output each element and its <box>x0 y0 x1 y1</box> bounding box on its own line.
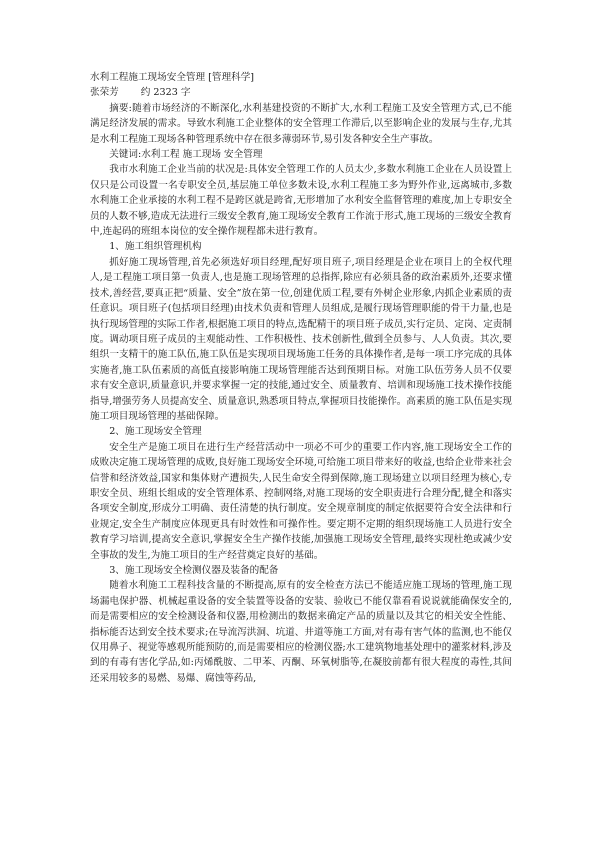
section-body: 安全生产是施工项目在进行生产经营活动中一项必不可少的重要工作内容,施工现场安全工作的成败决定施工现场管理的成败,良好施工现场安全环境,可给施工项目带来好的收益,也给企业带来社会信誉和经济效益,国家和集体财产遭损失,人民生命安全得到保障,施工现场建立以项目经理为核心,专职安全员、班组长组成的安全管理体系、控制网络,对施工现场的安全职责进行合理分配,健全和落实各项安全制度,形成分工明确、责任清楚的执行制度。安全规章制度的制定依据要符合安全法律和行业规定,安全生产制度应体现更具有时效性和可操作性。要定期不定期的组织现场施工人员进行安全教育学习培训,提高安全意识,掌握安全生产操作技能,加强施工现场安全管理,最终实现杜绝或减少安全事故的发生,为施工项目的生产经营奠定良好的基础。 <box>90 441 512 561</box>
section-body: 抓好施工现场管理,首先必须选好项目经理,配好项目班子,项目经理是企业在项目上的全权代理人,是工程施工项目第一负责人,也是施工现场管理的总指挥,除应有必须具备的政治素质外,还要求懂技术,善经营,要真正把“质量、安全”放在第一位,创建优质工程,要有外树企业形象,内抓企业素质的责任意识。项目班子(包括项目经理)由技术负责和管理人员组成,是履行现场管理职能的骨干力量,也是执行现场管理的实际工作者,根据施工项目的特点,选配精干的项目班子成员,实行定员、定岗、定责制度。调动项目班子成员的主观能动性、工作积极性、技术创新性,做到全员参与、人人负责。其次,要组织一支精干的施工队伍,施工队伍是实现项目现场施工任务的具体操作者,是每一项工序完成的具体实施者,施工队伍素质的高低直接影响施工现场管理能否达到预期目标。对施工队伍劳务人员不仅要求有安全意识,质量意识,并要求掌握一定的技能,通过安全、质量教育、培训和现场施工技术操作技能指导,增强劳务人员提高安全、质量意识,熟悉项目特点,掌握项目技能操作。高素质的施工队伍是实现施工项目现场管理的基础保障。 <box>90 256 512 422</box>
section-heading: 2、施工现场安全管理 <box>109 426 202 438</box>
author-name: 张荣芳 <box>90 87 119 99</box>
section-body: 随着水利施工工程科技含量的不断提高,原有的安全检查方法已不能适应施工现场的管理,施工现场漏电保护器、机械起重设备的安全装置等设备的安装、验收已不能仅靠看看说说就能确保安全的,而是需要相应的安全检测设备和仪器,用检测出的数据来确定产品的质量以及其它的相关安全性能、指标能否达到安全技术要求;在导流泻洪洞、坑道、井道等施工方面,对有毒有害气体的监测,也不能仅仅用鼻子、视觉等感观所能预防的,而是需要相应的检测仪器;水工建筑物地基处理中的灌浆材料,涉及到的有毒有害化学品,如:丙烯酰胺、二甲苯、丙酮、环氧树脂等,在凝胶前都有很大程度的毒性,其间还采用较多的易燃、易爆、腐蚀等药品, <box>90 580 512 684</box>
author-line <box>90 85 512 100</box>
intro-paragraph: 我市水利施工企业当前的状况是:具体安全管理工作的人员太少,多数水利施工企业在人员设置上仅只是公司设置一名专职安全员,基层施工单位多数未设,水利工程施工多为野外作业,远离城市,多数水利施工企业承接的水利工程不是跨区就是跨省,无形增加了水利安全监督管理的难度,加上专职安全员的人数不够,造成无法进行三级安全教育,施工现场安全教育工作流于形式,施工现场的三级安全教育中,连起码的班组本岗位的安全操作规程都未进行教育。 <box>90 164 512 238</box>
abstract-paragraph: 摘要:随着市场经济的不断深化,水利基建投资的不断扩大,水利工程施工及安全管理方式,已不能满足经济发展的需求。导致水利施工企业整体的安全管理工作滞后,以至影响企业的发展与生存,尤其是水利工程施工现场各种管理系统中存在很多薄弱环节,易引发各种安全生产事故。 <box>90 102 512 145</box>
section-heading: 3、施工现场安全检测仪器及装备的配备 <box>109 565 279 576</box>
section-heading: 1、施工组织管理机构 <box>109 241 202 253</box>
document-body <box>90 70 512 686</box>
keywords-line: 关键词:水利工程 施工现场 安全管理 <box>109 149 263 161</box>
word-count: 约 2323 字 <box>140 87 191 99</box>
document-title: 水利工程施工现场安全管理 [管理科学] <box>90 72 255 83</box>
